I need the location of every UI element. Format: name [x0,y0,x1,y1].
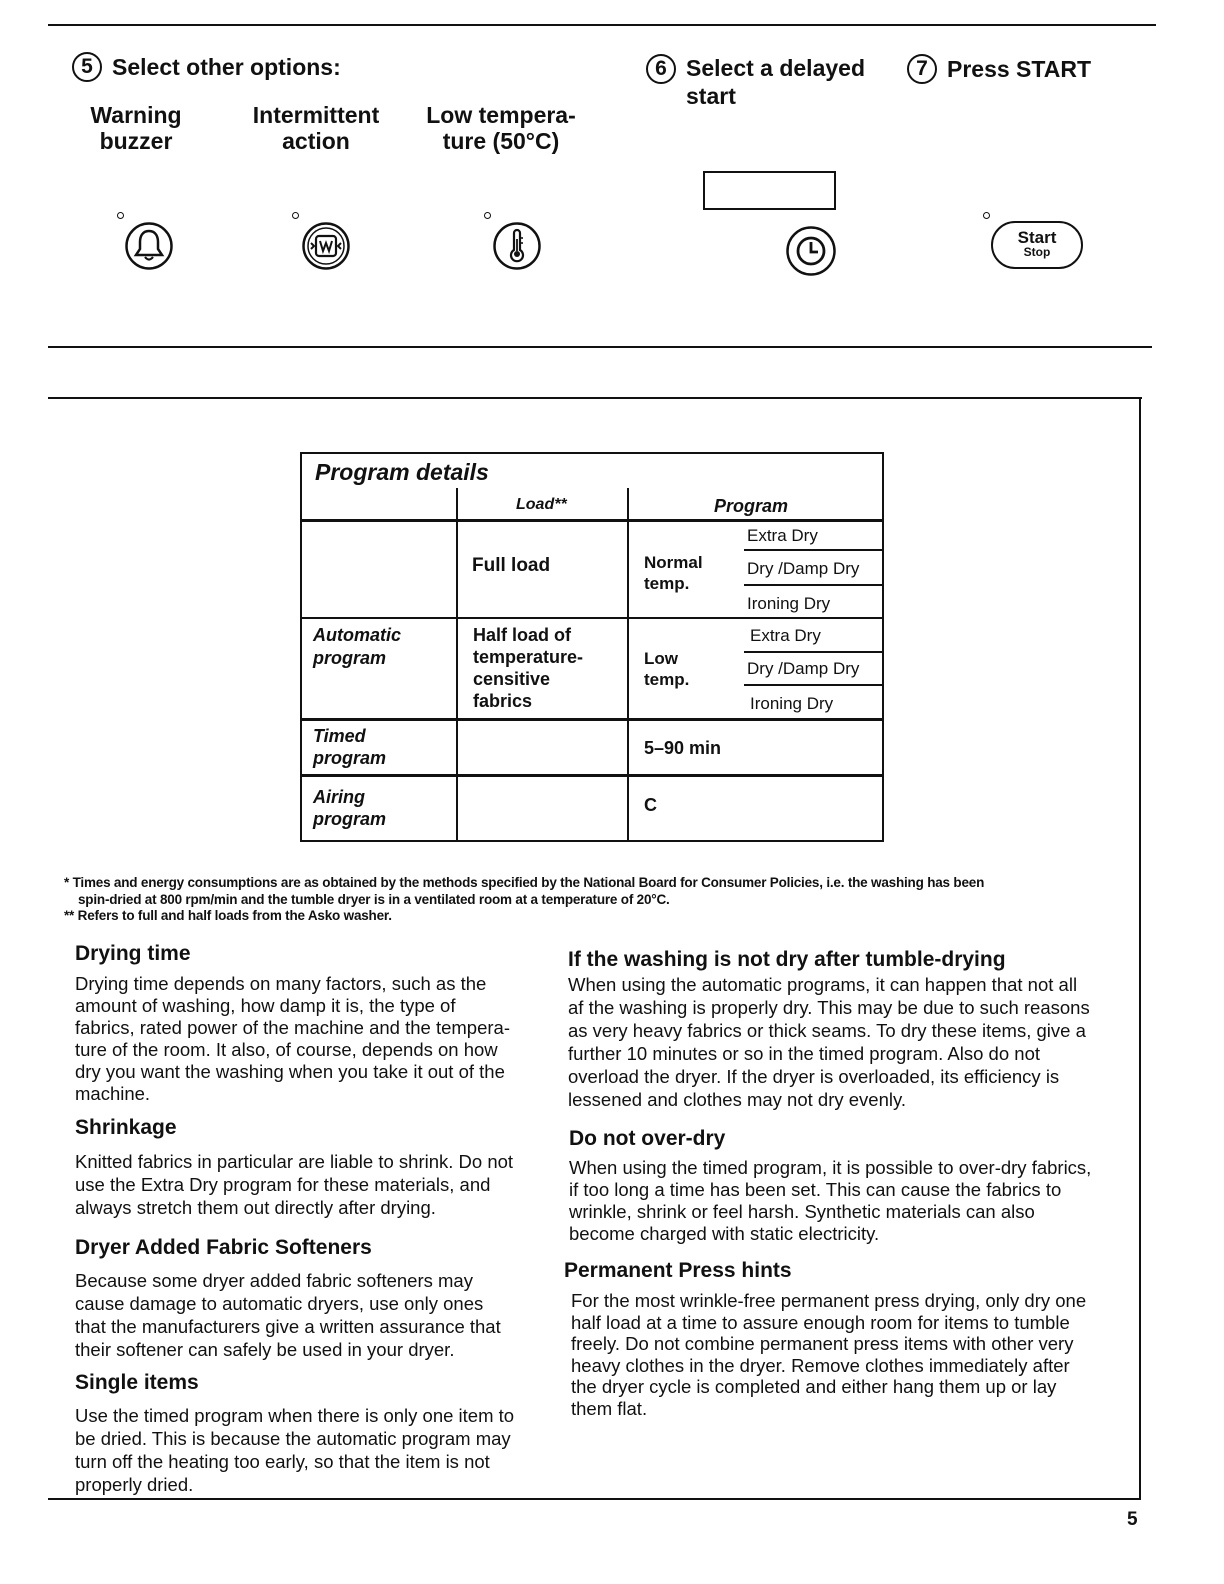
footnote-1 [64,874,1124,908]
text-line: properly dried. [75,1474,194,1495]
text-line: that the manufacturers give a written assurance that [75,1316,501,1337]
text-line: ture of the room. It also, of course, depends on how [75,1039,498,1060]
option-label-warning-buzzer [66,102,206,154]
option-label-low-temperature [416,102,586,154]
column-header-load: Load** [516,496,567,513]
top-rule [48,24,1156,26]
para-single-items [75,1404,550,1496]
para-fabric-softeners [75,1269,550,1361]
program-normal-dry-damp: Dry /Damp Dry [747,559,860,578]
row-label-timed [313,725,386,769]
text-line: them flat. [571,1397,648,1419]
indicator-light-intermittent [292,212,299,219]
step-5-number: 5 [72,52,102,82]
heading-single-items: Single items [75,1371,199,1394]
bell-icon [136,231,162,260]
temp-line: temp. [644,574,690,593]
footnote-1-line1: * Times and energy consumptions are as obtained by the methods specified by the National Board for Consumer Policies, i.e. the washing has been [64,875,985,890]
indicator-light-low-temp [484,212,491,219]
para-shrinkage [75,1150,550,1219]
program-low-extra-dry: Extra Dry [750,626,821,645]
step-7-number: 7 [907,54,937,84]
text-line: the dryer cycle is completed and either hang them up or lay [571,1376,1057,1397]
text-line: lessened and clothes may not dry evenly. [568,1089,906,1110]
program-normal-ironing: Ironing Dry [747,594,831,613]
option-label-intermittent [236,102,396,154]
half-load-line: fabrics [473,691,533,711]
intermittent-action-button[interactable] [301,221,351,271]
text-line: Drying time depends on many factors, such as the [75,973,487,994]
step-7-heading [907,54,1091,84]
timed-value: 5–90 min [644,738,722,758]
temp-line: Normal [644,553,703,572]
footnote-2: ** Refers to full and half loads from the Asko washer. [64,908,392,923]
start-label: Start [1017,228,1057,247]
program-low-dry-damp: Dry /Damp Dry [747,659,860,678]
heading-over-dry: Do not over-dry [569,1127,726,1150]
start-stop-button[interactable] [991,221,1083,269]
para-permanent-press [571,1290,1131,1419]
program-low-ironing: Ironing Dry [750,694,834,713]
option-label-line2: ture (50°C) [442,128,560,154]
label-line2: program [313,748,387,768]
temp-low [644,648,689,690]
text-line: machine. [75,1083,151,1104]
program-normal-extra-dry: Extra Dry [747,526,818,545]
text-line: become charged with static electricity. [569,1223,880,1244]
option-label-line2: buzzer [99,128,173,154]
para-drying-time [75,973,550,1105]
text-line: half load at a time to assure enough room for items to tumble [571,1311,1070,1333]
text-line: if too long a time has been set. This can cause the fabrics to [569,1179,1062,1200]
row-label-airing [313,786,386,830]
load-half-sensitive [473,624,583,712]
step-6-title-line2: start [686,83,736,109]
label-line2: program [313,809,387,829]
heading-not-dry: If the washing is not dry after tumble-drying [568,948,1006,971]
low-temperature-button[interactable] [492,221,542,271]
box-right-rule [1139,397,1141,1500]
option-label-line1: Intermittent [252,102,380,128]
step-6-heading [646,54,865,110]
label-line1: Airing [313,787,365,807]
heading-shrinkage: Shrinkage [75,1116,177,1139]
step-5-heading [72,52,341,82]
text-line: Use the timed program when there is only one item to [75,1405,515,1426]
delayed-start-button[interactable] [785,225,837,277]
program-details-table [300,452,884,842]
text-line: wrinkle, shrink or feel harsh. Synthetic materials can also [569,1201,1035,1222]
text-line: fabrics, rated power of the machine and the tempera- [75,1017,510,1038]
heading-fabric-softeners: Dryer Added Fabric Softeners [75,1236,372,1259]
warning-buzzer-button[interactable] [124,221,174,271]
option-label-line1: Warning [90,102,182,128]
load-full: Full load [472,555,551,576]
column-header-program: Program [714,496,789,516]
half-load-line: temperature- [473,647,584,667]
option-label-line1: Low tempera- [426,102,576,128]
text-line: When using the timed program, it is possible to over-dry fabrics, [569,1157,1092,1178]
temp-line: temp. [644,670,690,689]
text-line: cause damage to automatic dryers, use only ones [75,1293,484,1314]
panel-bottom-rule [48,346,1152,348]
para-over-dry [569,1157,1129,1245]
thermometer-icon [511,230,523,261]
clock-icon [798,238,824,264]
page-number: 5 [1127,1509,1138,1530]
label-line1: Automatic [313,625,402,645]
intermittent-drum-icon [311,236,341,256]
delay-display [703,171,836,210]
text-line: always stretch them out directly after drying. [75,1197,436,1218]
step-5-title: Select other options: [112,54,341,80]
table-title: Program details [315,459,489,485]
indicator-light-start [983,212,990,219]
row-label-automatic [313,624,401,670]
text-line: When using the automatic programs, it can happen that not all [568,974,1078,995]
text-line: overload the dryer. If the dryer is overloaded, its efficiency is [568,1066,1060,1087]
half-load-line: censitive [473,669,551,689]
airing-value: C [644,795,657,815]
text-line: amount of washing, how damp it is, the type of [75,995,456,1016]
text-line: heavy clothes in the dryer. Remove clothes immediately after [571,1354,1070,1376]
option-label-line2: action [282,128,350,154]
heading-permanent-press: Permanent Press hints [564,1259,792,1282]
step-7-title: Press START [947,56,1092,82]
label-line1: Timed [313,726,366,746]
text-line: further 10 minutes or so in the timed program. Also do not [568,1043,1040,1064]
label-line2: program [313,648,387,668]
box-bottom-rule [48,1498,1141,1500]
text-line: use the Extra Dry program for these materials, and [75,1174,491,1195]
text-line: af the washing is properly dry. This may be due to such reasons [568,997,1090,1018]
text-line: be dried. This is because the automatic program may [75,1428,511,1449]
text-line: Because some dryer added fabric softeners may [75,1270,473,1291]
text-line: dry you want the washing when you take it out of the [75,1061,505,1082]
footnote-1-line2: spin-dried at 800 rpm/min and the tumble dryer is in a ventilated room at a temperature of 20°C. [78,892,670,907]
text-line: their softener can safely be used in your dryer. [75,1339,455,1360]
step-6-number: 6 [646,54,676,84]
text-line: For the most wrinkle-free permanent press drying, only dry one [571,1290,1087,1311]
text-line: Knitted fabrics in particular are liable to shrink. Do not [75,1151,514,1172]
text-line: turn off the heating too early, so that the item is not [75,1451,490,1472]
step-6-title-line1: Select a delayed [686,55,865,81]
temp-line: Low [644,649,678,668]
heading-drying-time: Drying time [75,942,191,965]
para-not-dry [568,973,1128,1111]
indicator-light-buzzer [117,212,124,219]
text-line: as very heavy fabrics or thick seams. To dry these items, give a [568,1020,1086,1041]
text-line: freely. Do not combine permanent press items with other very [571,1333,1074,1354]
stop-label: Stop [1023,245,1051,259]
temp-normal [644,552,703,594]
half-load-line: Half load of [473,625,571,645]
box-top-rule [48,397,1142,399]
